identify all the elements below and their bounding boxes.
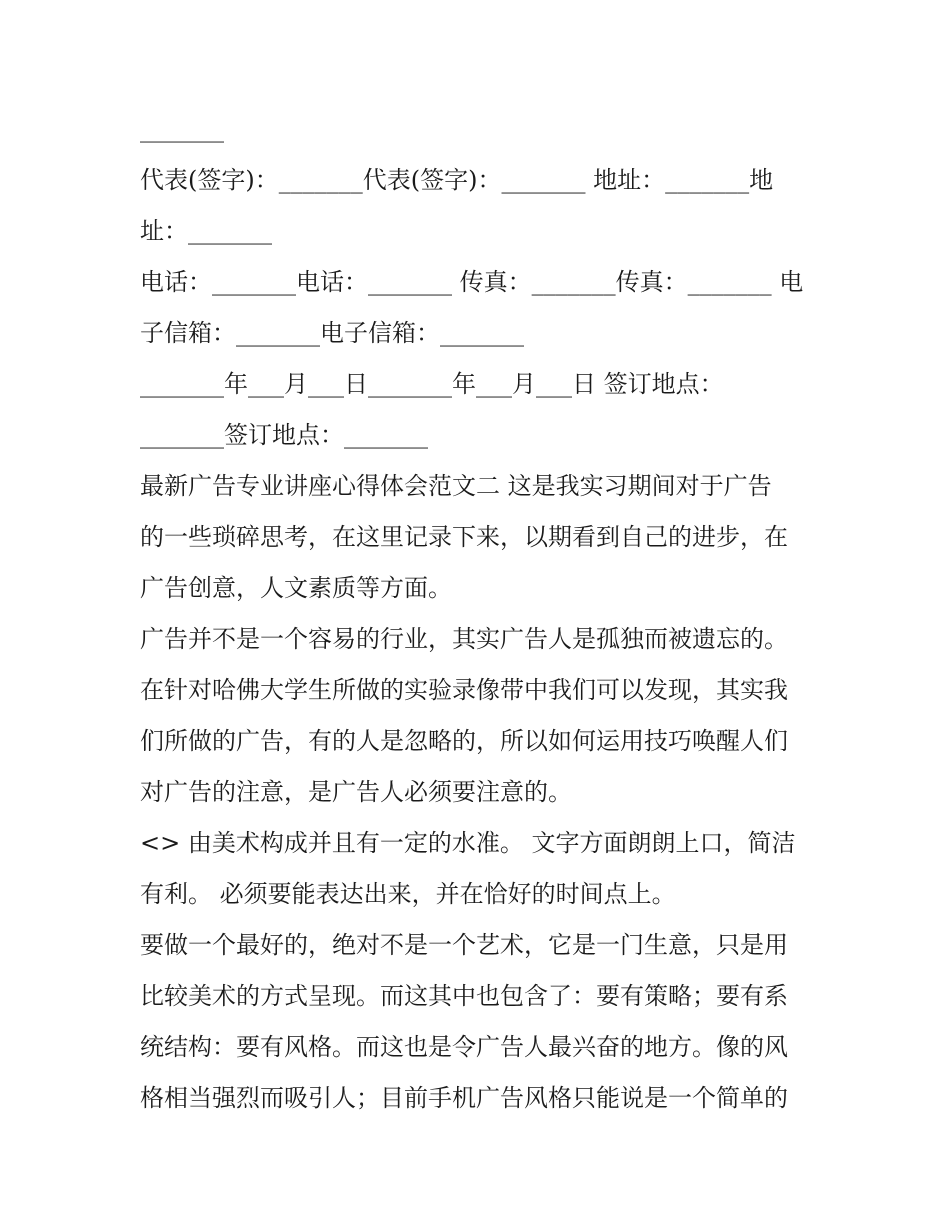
text-line: 在针对哈佛大学生所做的实验录像带中我们可以发现，其实我 bbox=[140, 676, 788, 704]
text-line: 要做一个最好的，绝对不是一个艺术，它是一门生意，只是用 bbox=[140, 931, 788, 959]
text-line: 有利。 必须要能表达出来，并在恰好的时间点上。 bbox=[140, 880, 676, 908]
text-line: _______ bbox=[140, 115, 224, 143]
text-line: 最新广告专业讲座心得体会范文二 这是我实习期间对于广告 bbox=[140, 472, 772, 500]
text-line: 们所做的广告，有的人是忽略的，所以如何运用技巧唤醒人们 bbox=[140, 727, 788, 755]
text-line: 子信箱：_______电子信箱：_______ bbox=[140, 319, 524, 347]
text-line: <> 由美术构成并且有一定的水准。 文字方面朗朗上口，简洁 bbox=[140, 829, 796, 857]
text-line: _______年___月___日_______年___月___日 签订地点： bbox=[140, 370, 724, 398]
text-line: 电话：_______电话：_______ 传真：_______传真：_______ 电 bbox=[140, 268, 804, 296]
text-line: 广告并不是一个容易的行业，其实广告人是孤独而被遗忘的。 bbox=[140, 625, 788, 653]
text-line: 广告创意，人文素质等方面。 bbox=[140, 574, 452, 602]
text-line: 代表(签字)：_______代表(签字)：_______ 地址：_______地 bbox=[140, 166, 774, 194]
text-line: 比较美术的方式呈现。而这其中也包含了：要有策略；要有系 bbox=[140, 982, 788, 1010]
text-line: 统结构：要有风格。而这也是令广告人最兴奋的地方。像的风 bbox=[140, 1033, 788, 1061]
document-body bbox=[140, 104, 820, 1124]
text-line: _______签订地点：_______ bbox=[140, 421, 428, 449]
text-line: 的一些琐碎思考，在这里记录下来，以期看到自己的进步，在 bbox=[140, 523, 788, 551]
text-line: 格相当强烈而吸引人；目前手机广告风格只能说是一个简单的 bbox=[140, 1084, 788, 1112]
text-line: 址：_______ bbox=[140, 217, 272, 245]
text-line: 对广告的注意，是广告人必须要注意的。 bbox=[140, 778, 572, 806]
